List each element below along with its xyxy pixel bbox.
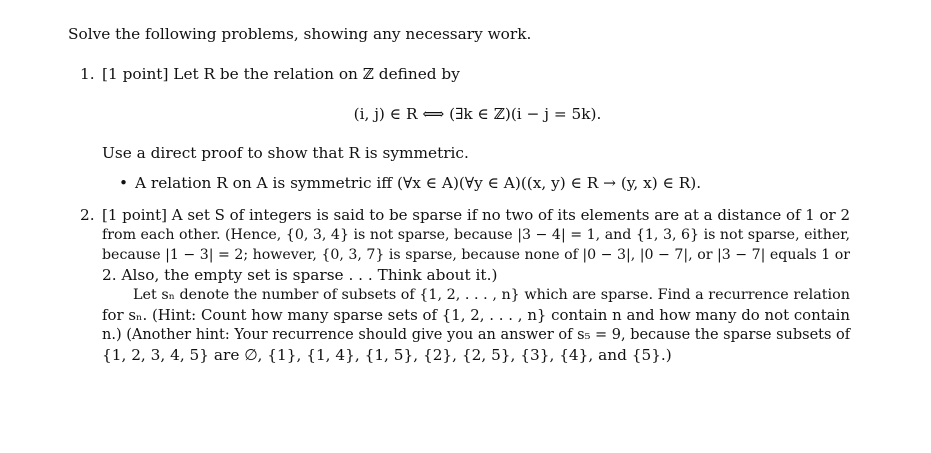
problem-2-number: 2.: [80, 206, 95, 224]
problem-2-line-8: {1, 2, 3, 4, 5} are ∅, {1}, {1, 4}, {1, 5}, {2}, {2, 5}, {3}, {4}, and {5}.): [102, 346, 672, 364]
problem-2-line-5: Let sₙ denote the number of subsets of {1, 2, . . . , n} which are sparse. Find a recurrence relation: [133, 287, 850, 303]
problem-1-bullet-text: A relation R on A is symmetric iff (∀x ∈ A)(∀y ∈ A)((x, y) ∈ R → (y, x) ∈ R).: [135, 174, 702, 192]
problem-2-line-1: [1 point] A set S of integers is said to be sparse if no two of its elements are at a distance of 1 or 2: [102, 206, 850, 224]
problem-2-line-2: from each other. (Hence, {0, 3, 4} is not sparse, because |3 − 4| = 1, and {1, 3, 6} is not sparse, either,: [102, 227, 850, 243]
problem-1-number: 1.: [80, 65, 95, 83]
problem-2-line-7: n.) (Another hint: Your recurrence should give you an answer of s₅ = 9, because the sparse subsets of: [102, 327, 851, 343]
problem-2-line-3: because |1 − 3| = 2; however, {0, 3, 7} is sparse, because none of |0 − 3|, |0 − 7|, or |3 − 7| equals 1 or: [102, 247, 850, 263]
bullet-icon: •: [119, 174, 129, 192]
intro-text: Solve the following problems, showing any necessary work.: [68, 25, 532, 43]
problem-2-line-4: 2. Also, the empty set is sparse . . . Think about it.): [102, 266, 498, 284]
problem-1-text: [1 point] Let R be the relation on ℤ defined by: [102, 65, 460, 83]
problem-1-instruction: Use a direct proof to show that R is symmetric.: [102, 144, 469, 162]
problem-1-equation: (i, j) ∈ R ⟺ (∃k ∈ ℤ)(i − j = 5k).: [353, 105, 602, 123]
problem-2-line-6: for sₙ. (Hint: Count how many sparse sets of {1, 2, . . . , n} contain n and how many do not contain: [102, 306, 850, 324]
